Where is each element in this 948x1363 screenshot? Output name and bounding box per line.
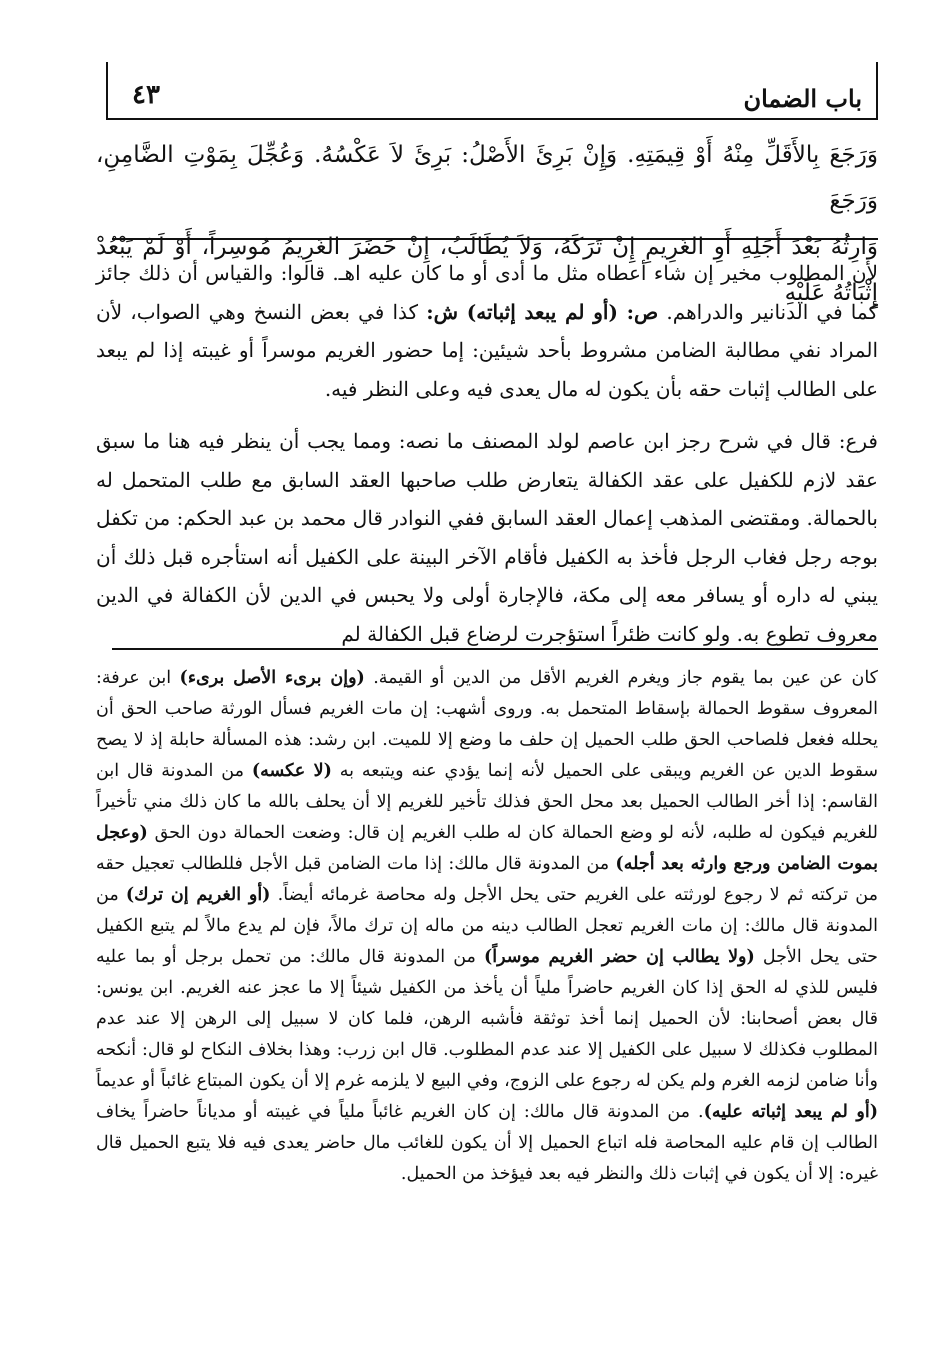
page-number: ٤٣ bbox=[132, 80, 160, 110]
footnote-paragraph bbox=[96, 663, 878, 1190]
footnote-bold-run: (أو لم يبعد إثباته عليه) bbox=[703, 1102, 878, 1122]
footnote-bold-run: (ولا يطالب إن حضر الغريم موسراً) bbox=[483, 947, 755, 967]
footnote-bold-run: (أو الغريم إن ترك) bbox=[125, 885, 271, 905]
footnote-text-run: . من المدونة قال مالك: إن كان الغريم غائباً ملياً في غيبته أو مدياناً حاضراً يخاف الطالب إن قام عليه المحاصة فله اتباع الحميل إلا أن يكون للغائب مال حاضر يعدى فيه فلا يتبع الحميل قال غيره: إلا أن يكون في إثبات ذلك والنظر فيه بعد فيؤخذ من الحميل. bbox=[96, 1102, 878, 1184]
chapter-title: باب الضمان bbox=[743, 84, 862, 113]
footnote-text-run: من المدونة قال مالك: إذا مات الضامن قبل الأجل فللطالب تعجيل حقه من تركته ثم لا رجوع لورثته على الغريم حتى يحل الأجل وله محاصة غرمائه أيضاً. bbox=[96, 854, 878, 905]
commentary-bold-run: ص: (أو لم يبعد إثباته) ش: bbox=[426, 299, 659, 324]
footnote-bold-run: (لا عكسه) bbox=[251, 761, 332, 781]
commentary-paragraph bbox=[96, 254, 878, 408]
footnote-bold-run: (وإن برىء الأصل برىء) bbox=[179, 668, 365, 688]
matn-line: وَارِثُهُ بَعْدَ أَجَلِهِ أَوِ الغَرِيمِ إِنْ تَرَكَهُ، وَلاَ يُطَالَبُ، إِنْ حَضَرَ الغَرِيمُ مُوسِراً، أَوْ لَمْ يَبْعُدْ إِثْبَاتُهُ عَلَيْهِ bbox=[96, 234, 878, 306]
matn-line: وَرَجَعَ بِالأَقَلِّ مِنْهُ أَوْ قِيمَتِهِ. وَإِنْ بَرِئَ الأَصْلُ: بَرِئَ لاَ عَكْسُهُ. وَعُجِّلَ بِمَوْتِ الضَّامِنِ، وَرَجَعَ bbox=[96, 142, 878, 214]
footnotes-text bbox=[96, 663, 878, 1190]
matn-divider bbox=[112, 238, 878, 240]
commentary-paragraph: فرع: قال في شرح رجز ابن عاصم لولد المصنف ما نصه: ومما يجب أن ينظر فيه هنا ما سبق عقد لازم للكفيل على عقد الكفالة يتعارض طلب صاحبها العقد السابق مع طلب المتحمل له بالحمالة. ومقتضى المذهب إعمال العقد السابق ففي النوادر قال محمد بن عبد الحكم: من تكفل بوجه رجل فغاب الرجل فأخذ به الكفيل فأقام الآخر البينة على الكفيل أنه استأجره قبل ذلك أن يبني له داره أو يسافر معه إلى مكة، فالإجارة أولى ولا يحبس في الدين لأن الكفالة في الدين معروف تطوع به. ولو كانت ظئراً استؤجرت لرضاع قبل الكفالة لم bbox=[96, 429, 878, 646]
footnote-text-run: ابن عرفة: المعروف سقوط الحمالة بإسقاط المتحمل به. وروى أشهب: إن مات الغريم فسأل الورثة صاحب الحق أن يحلله فغعل فلصاحب الحق طلب الحميل إن حلف ما وضع إلا للميت. ابن رشد: هذه المسألة حابلة إذ لا يصح سقوط الدين عن الغريم ويبقى على الحميل لأنه إنما يؤدي عنه ويتبعه به bbox=[96, 668, 878, 781]
footnote-text-run: من المدونة قال مالك: من تحمل برجل أو بما عليه فليس للذي له الحق إذا كان الغريم حاضراً ملياً أن يأخذ من الكفيل شيئاً إلا ما عجز عنه الغريم. ابن يونس: قال بعض أصحابنا: لأن الحميل إنما أخذ توثقة فأشبه الرهن، فلما كان لا سبيل إلى الرهن إلا عند عدم المطلوب فكذلك لا سبيل على الكفيل إلا عند عدم المطلوب. قال ابن زرب: وهذا بخلاف النكاح لو قال: أنكحه وأنا ضامن لزمه الغرم ولم يكن له رجوع على الزوج، وفي البيع لا يلزمه غرم إلا أن يكون المبتاع غائباً أو عديماً bbox=[96, 947, 878, 1091]
footnote-text-run: من المدونة قال مالك: إن مات الغريم تعجل الطالب دينه من ماله إن ترك مالاً، فإن لم يدع مالاً لم يتبع الكفيل حتى يحل الأجل bbox=[96, 885, 878, 967]
commentary-text-run: لأن المطلوب مخير إن شاء أعطاه مثل ما أدى أو ما كان عليه اهـ. قالوا: والقياس أن ذلك جائز كما في الدنانير والدراهم. bbox=[96, 261, 878, 324]
footnote-bold-run: (وعجل بموت الضامن ورجع وارثه بعد أجله) bbox=[96, 823, 878, 874]
footnote-text-run: من المدونة قال ابن القاسم: إذا أخر الطالب الحميل بعد محل الحق فذلك تأخير للغريم إلا أن يحلف بالله ما كان ذلك مني تأخيراً للغريم فيكون له طلبه، لأنه لو وضع الحمالة كان له طلب الغريم إن قال: وضعت الحمالة دون الحق bbox=[96, 761, 878, 843]
running-header bbox=[106, 62, 878, 120]
footnote-text-run: كان عن عين بما يقوم جاز ويغرم الغريم الأقل من الدين أو القيمة. bbox=[364, 668, 879, 688]
footnote-divider bbox=[112, 648, 878, 650]
commentary-text bbox=[96, 254, 878, 653]
commentary-text-run: كذا في بعض النسخ وهي الصواب، لأن المراد نفي مطالبة الضامن مشروط بأحد شيئين: إما حضور الغريم موسراً أو غيبته إذا لم يبعد على الطالب إثبات حقه بأن يكون له مال يعدى فيه وعلى النظر فيه. bbox=[96, 299, 878, 401]
